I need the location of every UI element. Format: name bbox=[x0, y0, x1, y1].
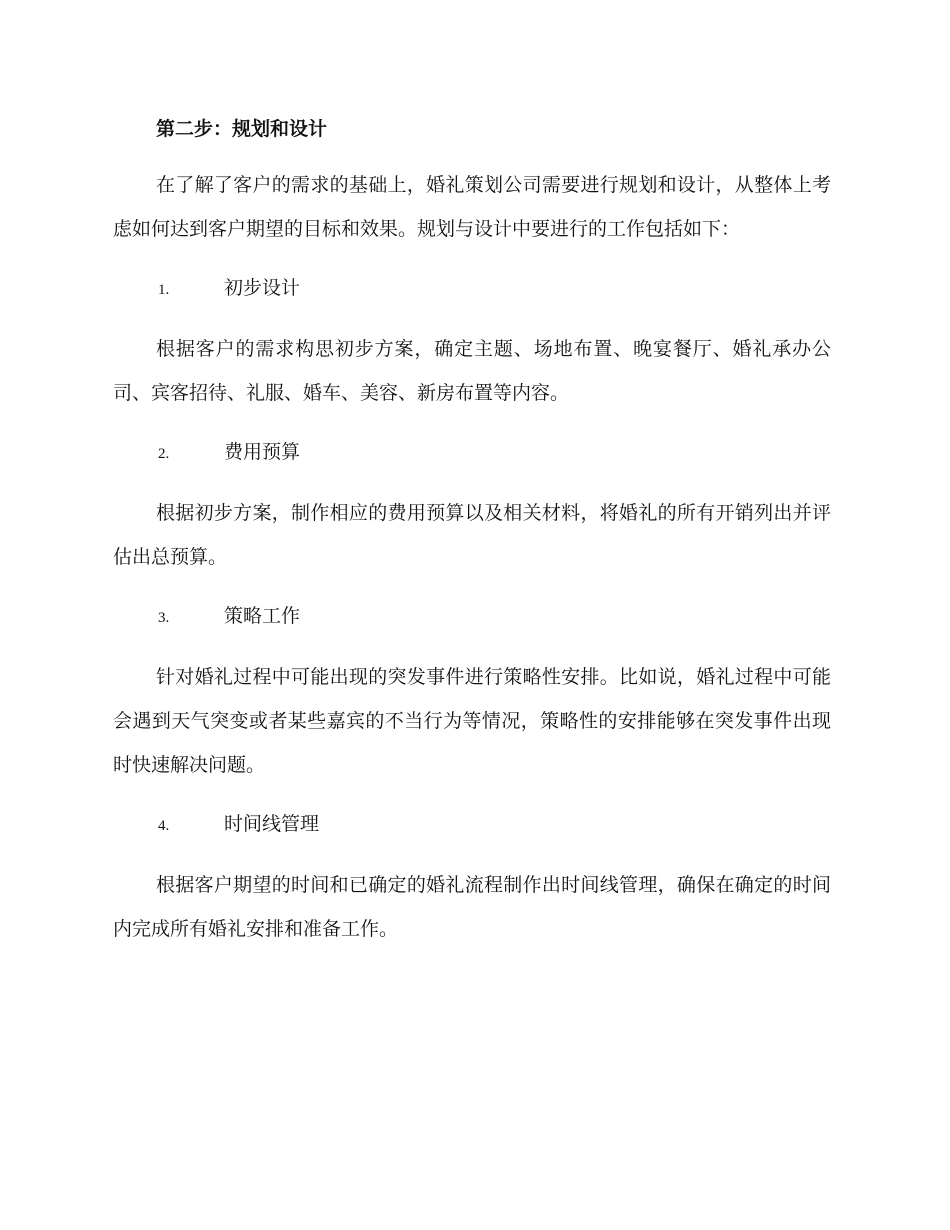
list-item-title: 费用预算 bbox=[224, 441, 301, 463]
list-item-title: 策略工作 bbox=[224, 605, 301, 627]
section-heading: 第二步：规划和设计 bbox=[156, 118, 328, 140]
list-item-title: 初步设计 bbox=[224, 277, 301, 299]
list-item-title: 时间线管理 bbox=[224, 813, 320, 835]
intro-paragraph: 在了解了客户的需求的基础上，婚礼策划公司需要进行规划和设计，从整体上考虑如何达到客户期望的目标和效果。规划与设计中要进行的工作包括如下： bbox=[113, 174, 831, 240]
list-item-description: 根据客户期望的时间和已确定的婚礼流程制作出时间线管理，确保在确定的时间内完成所有婚礼安排和准备工作。 bbox=[113, 874, 831, 940]
list-item-1 bbox=[113, 266, 831, 312]
list-item-3 bbox=[113, 594, 831, 640]
list-item-description: 针对婚礼过程中可能出现的突发事件进行策略性安排。比如说，婚礼过程中可能会遇到天气突变或者某些嘉宾的不当行为等情况，策略性的安排能够在突发事件出现时快速解决问题。 bbox=[113, 666, 831, 776]
list-item-number: 3. bbox=[158, 610, 170, 626]
list-item-number: 2. bbox=[158, 446, 170, 462]
list-item-description: 根据初步方案，制作相应的费用预算以及相关材料，将婚礼的所有开销列出并评估出总预算。 bbox=[113, 502, 831, 568]
list-item-number: 1. bbox=[158, 282, 170, 298]
list-item-4 bbox=[113, 802, 831, 848]
document-body bbox=[113, 112, 831, 966]
list-item-description: 根据客户的需求构思初步方案，确定主题、场地布置、晚宴餐厅、婚礼承办公司、宾客招待、礼服、婚车、美容、新房布置等内容。 bbox=[113, 338, 831, 404]
list-item-2 bbox=[113, 430, 831, 476]
list-item-number: 4. bbox=[158, 818, 170, 834]
